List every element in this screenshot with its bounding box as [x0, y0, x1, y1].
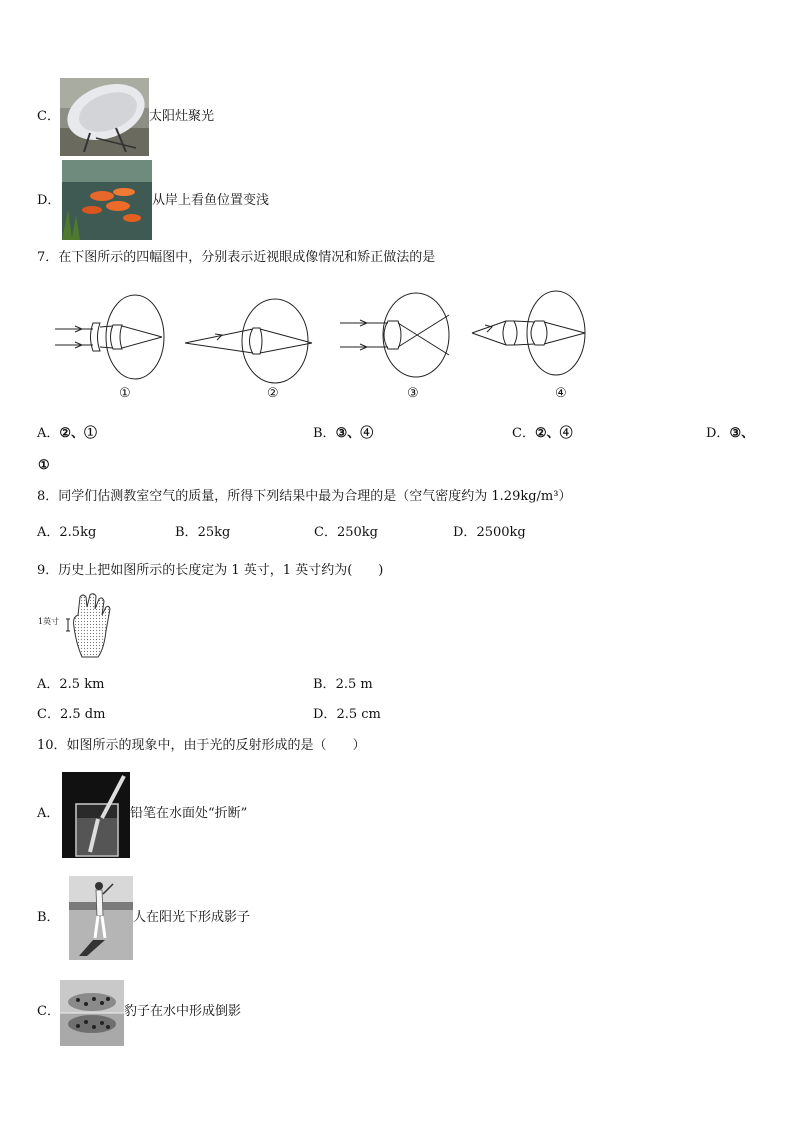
option-caption: 从岸上看鱼位置变浅	[152, 193, 270, 208]
q9-option-c: C．2.5 dm	[37, 707, 106, 722]
q7-option-d	[706, 425, 754, 443]
question-10-stem: 10．如图所示的现象中，由于光的反射形成的是（ ）	[37, 738, 366, 753]
solar-cooker-photo	[60, 78, 149, 156]
eye-diagram-2	[185, 299, 312, 383]
option-letter: C．	[37, 1004, 60, 1019]
diagram-label-2: ②	[267, 386, 279, 401]
option-text: ③、	[729, 426, 755, 441]
q9-option-a: A．2.5 km	[37, 677, 105, 692]
q7-option-b	[313, 425, 373, 443]
option-letter: D．	[706, 426, 730, 441]
golfer-shadow-photo	[69, 876, 133, 960]
q8-option-a: A．2.5kg	[37, 525, 97, 540]
question-7-stem: 7．在下图所示的四幅图中，分别表示近视眼成像情况和矫正做法的是	[37, 250, 436, 265]
option-caption: 豹子在水中形成倒影	[124, 1004, 242, 1019]
diagram-label-3: ③	[407, 386, 419, 401]
inch-hand-figure	[38, 593, 118, 659]
question-9-stem: 9．历史上把如图所示的长度定为 1 英寸，1 英寸约为( )	[37, 563, 384, 578]
q7-option-a	[37, 425, 97, 443]
q8-option-b: B．25kg	[175, 525, 231, 540]
eye-diagrams	[50, 285, 610, 410]
pencil-in-water-photo	[62, 772, 130, 858]
leopard-reflection-photo	[60, 980, 124, 1046]
question-8-stem: 8．同学们估测教室空气的质量，所得下列结果中最为合理的是（空气密度约为 1.29kg/m³）	[37, 489, 572, 504]
q7-option-c	[512, 425, 573, 443]
q7-option-d-wrap: ①	[38, 458, 50, 473]
eye-diagram-4	[472, 291, 585, 375]
diagram-label-1: ①	[119, 386, 131, 401]
option-letter: B．	[313, 426, 336, 441]
option-caption: 人在阳光下形成影子	[133, 910, 251, 925]
q8-option-d: D．2500kg	[453, 525, 526, 540]
option-letter: A．	[37, 806, 60, 821]
fish-pond-photo	[62, 160, 152, 240]
option-letter: C．	[512, 426, 535, 441]
q9-option-d: D．2.5 cm	[313, 707, 381, 722]
option-letter: D．	[37, 193, 61, 208]
option-letter: A．	[37, 426, 60, 441]
q9-option-b: B．2.5 m	[313, 677, 373, 692]
option-caption: 太阳灶聚光	[149, 109, 215, 124]
diagram-label-4: ④	[555, 386, 567, 401]
option-letter: C．	[37, 109, 60, 124]
option-text: ②、①	[59, 426, 98, 441]
eye-diagram-1	[55, 295, 164, 379]
option-text: ②、④	[534, 426, 573, 441]
q8-option-c: C．250kg	[314, 525, 378, 540]
option-text: ③、④	[335, 426, 374, 441]
eye-diagram-3	[340, 293, 449, 377]
inch-label: 1英寸	[38, 617, 60, 626]
option-letter: B．	[37, 910, 60, 925]
option-caption: 铅笔在水面处“折断”	[130, 806, 248, 821]
